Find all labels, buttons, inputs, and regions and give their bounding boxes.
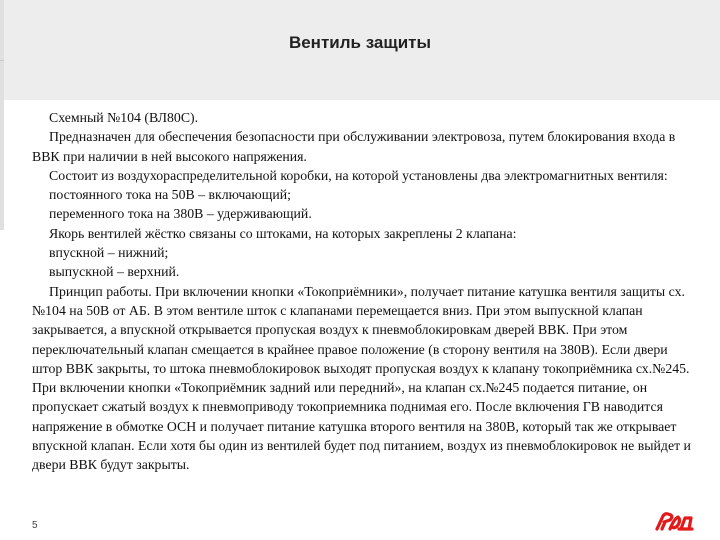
paragraph-composition: Состоит из воздухораспределительной коробки, на которой установлены два электромагнитных вентиля:: [49, 167, 668, 183]
paragraph-armature: Якорь вентилей жёстко связаны со штоками, на которых закреплены 2 клапана:: [49, 225, 517, 241]
body-text: [32, 108, 698, 475]
list-item-dc-valve: постоянного тока на 50В – включающий;: [49, 187, 291, 203]
paragraph-purpose: Предназначен для обеспечения безопасности при обслуживании электровоза, путем блокирования входа в ВВК при наличии в ней высокого напряжения.: [32, 129, 676, 164]
list-item-inlet: впускной – нижний;: [49, 245, 169, 261]
list-item-ac-valve: переменного тока на 380В – удерживающий.: [49, 206, 312, 222]
left-edge-tick: [0, 60, 4, 61]
page-title: Вентиль защиты: [288, 33, 432, 52]
rzd-logo-icon: [654, 511, 694, 533]
page-number: 5: [32, 520, 38, 531]
paragraph-operation: Принцип работы. При включении кнопки «Токоприёмники», получает питание катушка вентиля защиты сх.№104 на 50В от АБ. В этом вентиле шток с клапанами перемещается вниз. При этом выпускной клапан закрывается, а впускной открывается пропуская воздух к пневмоблокировкам дверей ВВК. При этом переключательный клапан смещается в крайнее правое положение (в сторону вентиля на 380В). Если двери штор ВВК закрыты, то штока пневмоблокировок выходят пропуская воздух к клапану токоприёмника сх.№245. При включении кнопки «Токоприёмник задний или передний», на клапан сх.№245 подается питание, он пропускает сжатый воздух к пневмоприводу токоприемника поднимая его. После включения ГВ наводится напряжение в обмотке ОСН и получает питание катушка второго вентиля на 380В, который так же открывает впускной клапан. Если хотя бы один из вентилей будет под питанием, воздух из пневмоблокировок не выйдет и двери ВВК будут закрыты.: [32, 283, 691, 473]
list-item-outlet: выпускной – верхний.: [49, 264, 180, 280]
paragraph-scheme: Схемный №104 (ВЛ80С).: [49, 110, 199, 125]
